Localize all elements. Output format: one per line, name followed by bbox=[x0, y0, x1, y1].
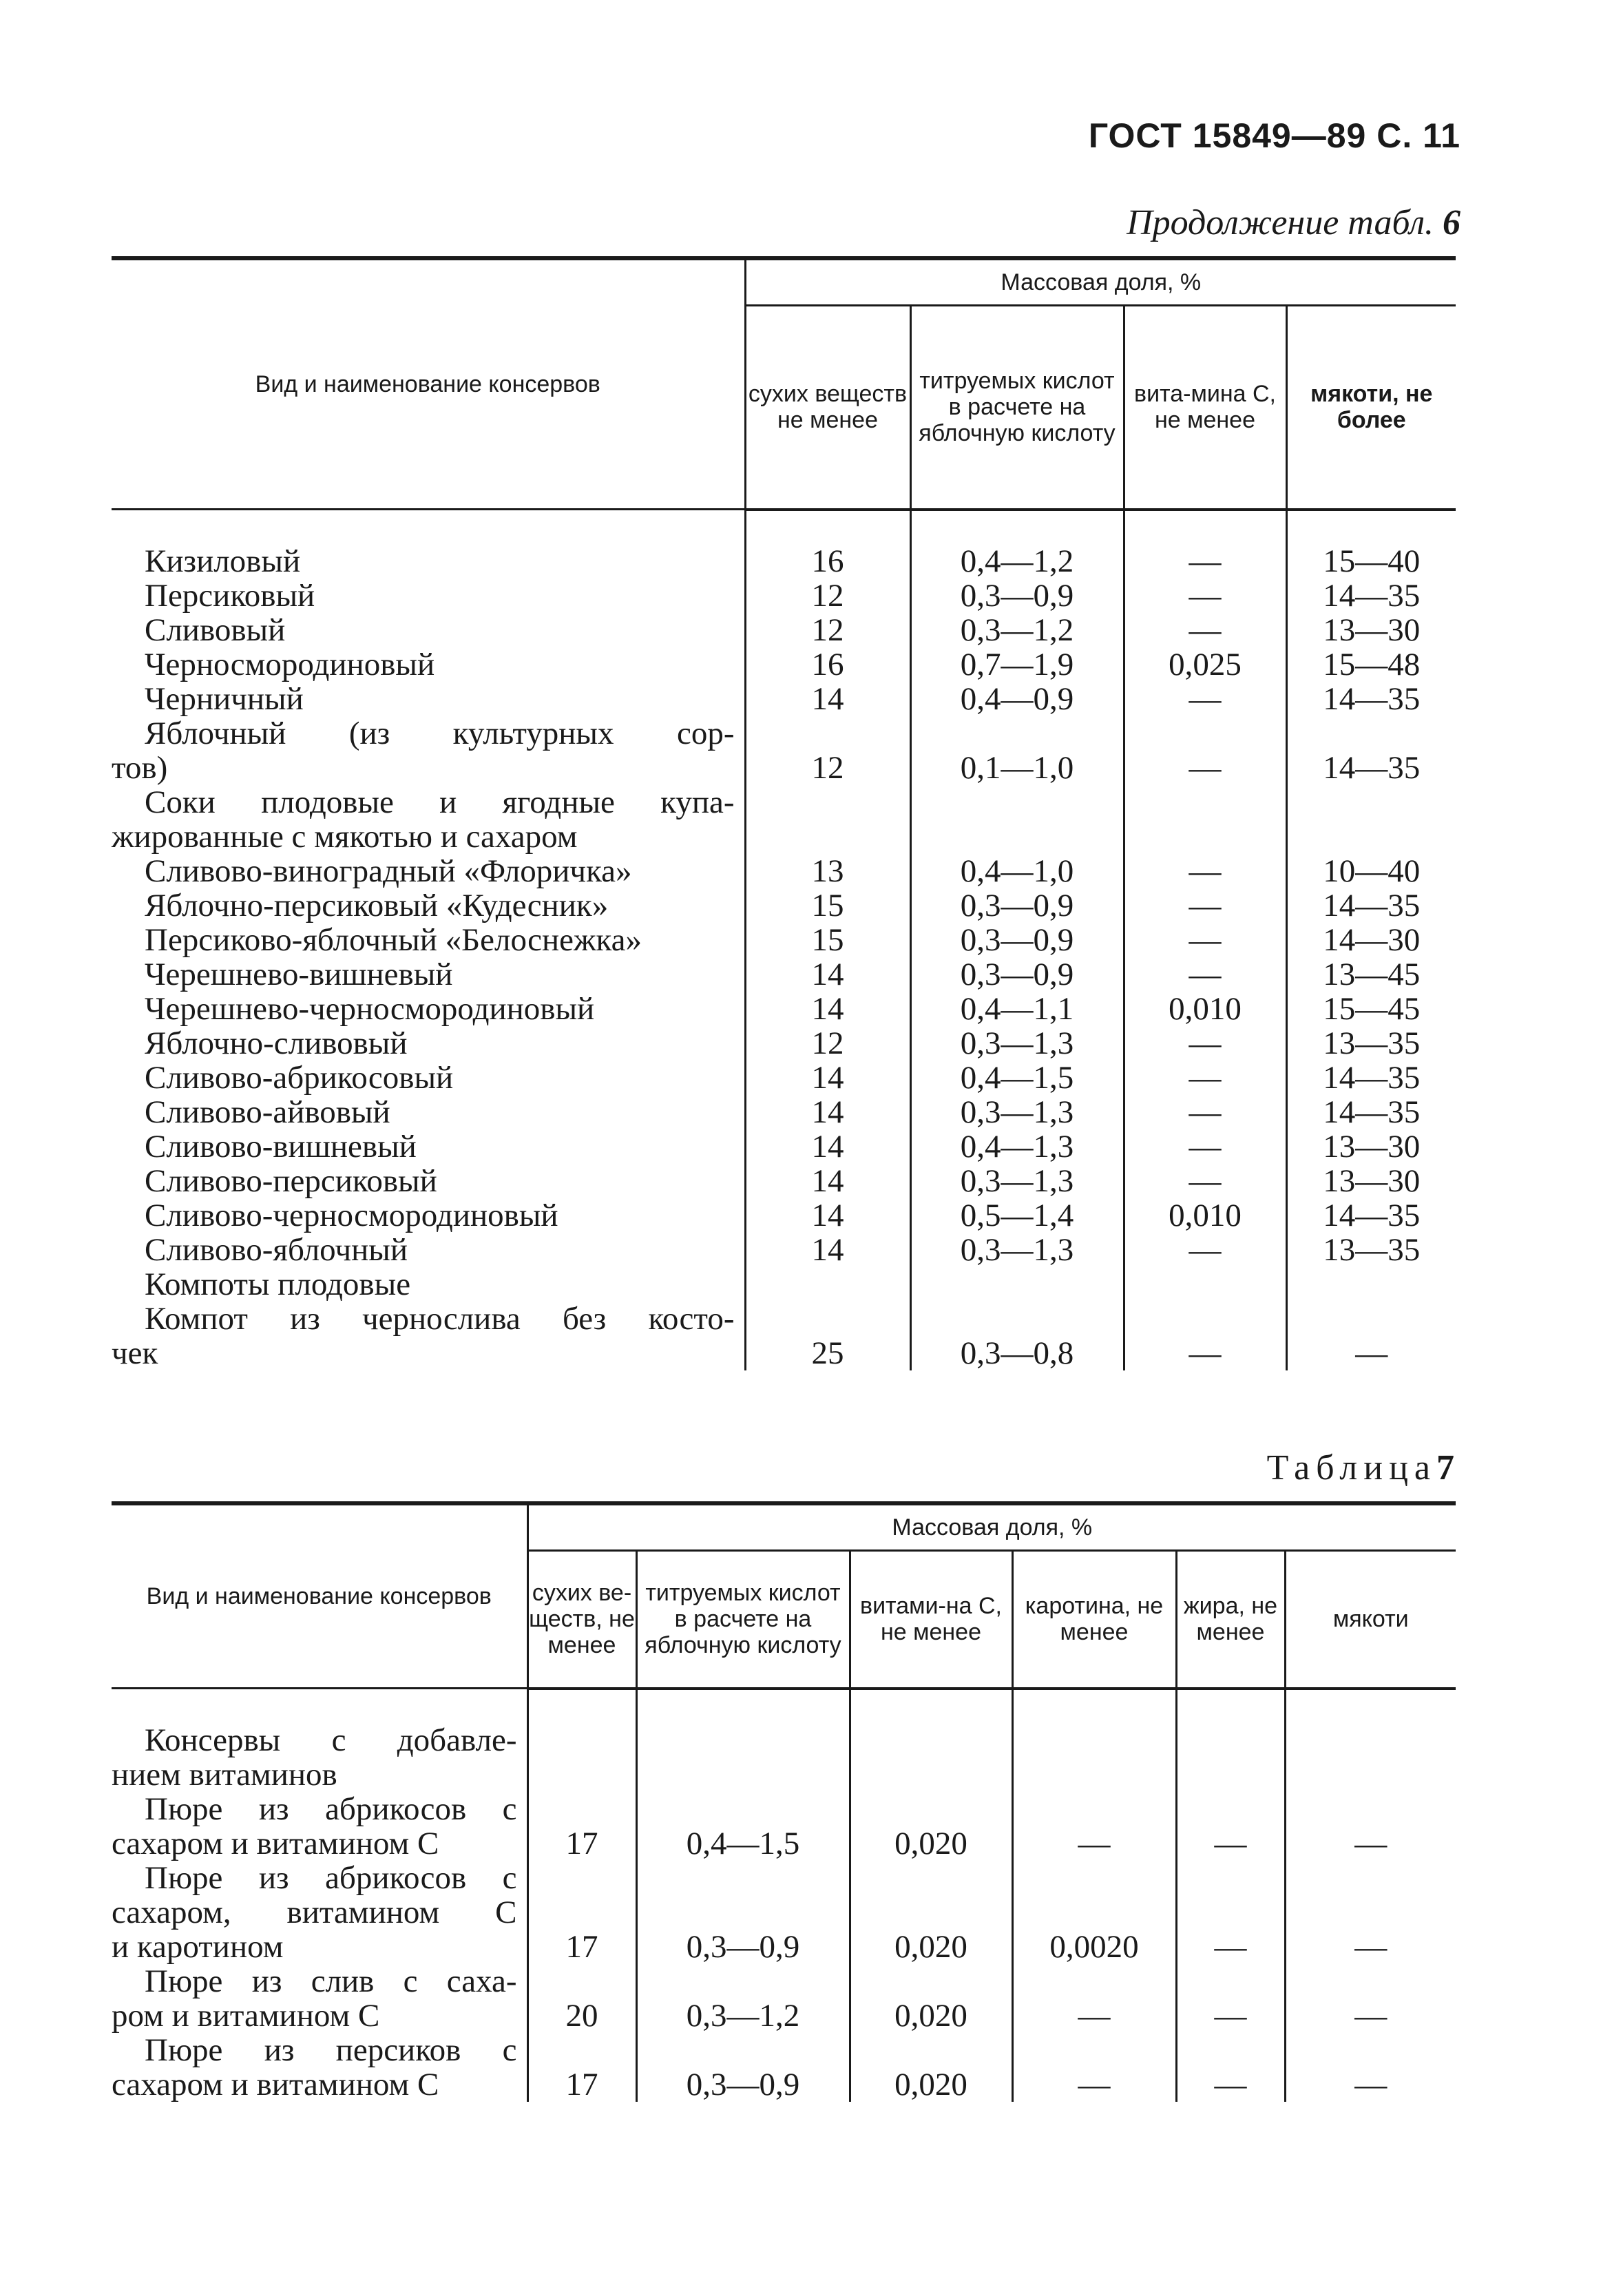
t6-header-col-4: мякоти, не более bbox=[1286, 306, 1456, 510]
cell-col-1: 25 bbox=[745, 1302, 910, 1370]
row-name bbox=[112, 888, 745, 923]
cell-col-2: 0,3—1,2 bbox=[636, 1964, 850, 2033]
cell-col-4: 14—35 bbox=[1286, 682, 1456, 716]
row-name bbox=[112, 1964, 527, 2033]
row-name-text: Сливово-айвовый bbox=[145, 1094, 390, 1130]
cell-col-2: 0,3—0,9 bbox=[910, 888, 1124, 923]
cell-col-2: 0,3—1,3 bbox=[910, 1026, 1124, 1061]
t7-header-group: Массовая доля, % bbox=[527, 1503, 1456, 1551]
cell-col-5: — bbox=[1176, 1964, 1285, 2033]
table7-caption-text: Таблица bbox=[1266, 1448, 1436, 1488]
table-row bbox=[112, 854, 1456, 888]
row-name bbox=[112, 1198, 745, 1233]
cell-col-2 bbox=[636, 1723, 850, 1792]
cell-col-2: 0,3—0,8 bbox=[910, 1302, 1124, 1370]
table7-caption-number: 7 bbox=[1436, 1448, 1460, 1488]
cell-col-3: — bbox=[1124, 716, 1286, 785]
table-row bbox=[112, 544, 1456, 578]
row-name-text: Черешнево-черносмородиновый bbox=[145, 990, 595, 1027]
cell-col-1: 14 bbox=[745, 1095, 910, 1129]
cell-col-2: 0,3—0,9 bbox=[636, 2033, 850, 2102]
row-name-wrap bbox=[112, 1198, 744, 1233]
table-row bbox=[112, 1026, 1456, 1061]
cell-col-2: 0,4—1,3 bbox=[910, 1129, 1124, 1164]
cell-col-3: — bbox=[1124, 1233, 1286, 1267]
t7-header-col-2: титруемых кислот в расчете на яблочную кислоту bbox=[636, 1551, 850, 1689]
row-name bbox=[112, 613, 745, 647]
cell-col-1 bbox=[745, 785, 910, 854]
cell-col-3: — bbox=[1124, 1026, 1286, 1061]
cell-col-2: 0,3—0,9 bbox=[910, 578, 1124, 613]
row-name bbox=[112, 1792, 527, 1861]
cell-col-2: 0,1—1,0 bbox=[910, 716, 1124, 785]
row-name bbox=[112, 2033, 527, 2102]
table-row bbox=[112, 1233, 1456, 1267]
table-row bbox=[112, 957, 1456, 992]
cell-col-4: 14—35 bbox=[1286, 716, 1456, 785]
cell-col-5 bbox=[1176, 1723, 1285, 1792]
cell-col-3: — bbox=[1124, 613, 1286, 647]
row-name-text: Консервы с добавле- bbox=[145, 1722, 517, 1758]
row-name-text: Сливово-яблочный bbox=[145, 1231, 408, 1268]
row-name-wrap bbox=[112, 544, 744, 578]
row-name-text: Пюре из персиков с bbox=[145, 2032, 517, 2068]
cell-col-1: 16 bbox=[745, 544, 910, 578]
row-name-text: Кизиловый bbox=[145, 543, 301, 579]
cell-col-2: 0,3—0,9 bbox=[636, 1861, 850, 1964]
t6-header-col-2: титруемых кислот в расчете на яблочную кислоту bbox=[910, 306, 1124, 510]
cell-col-4 bbox=[1286, 1267, 1456, 1302]
table-row bbox=[112, 1095, 1456, 1129]
cell-col-3: — bbox=[1124, 1129, 1286, 1164]
cell-col-4: 15—45 bbox=[1286, 992, 1456, 1026]
spacer-cell bbox=[745, 510, 910, 544]
cell-col-3 bbox=[1124, 785, 1286, 854]
cell-col-3: — bbox=[1124, 1061, 1286, 1095]
cell-col-4: 13—30 bbox=[1286, 1129, 1456, 1164]
cell-col-6: — bbox=[1285, 1861, 1456, 1964]
table-row bbox=[112, 682, 1456, 716]
cell-col-2: 0,4—1,5 bbox=[910, 1061, 1124, 1095]
row-name-continuation: сахаром, витамином С bbox=[112, 1894, 517, 1930]
table6-caption bbox=[1127, 202, 1460, 243]
cell-col-1 bbox=[527, 1723, 636, 1792]
cell-col-2: 0,3—1,2 bbox=[910, 613, 1124, 647]
cell-col-2: 0,4—0,9 bbox=[910, 682, 1124, 716]
cell-col-4: 13—35 bbox=[1286, 1233, 1456, 1267]
row-name-wrap bbox=[112, 1061, 744, 1095]
spacer-cell bbox=[1012, 1689, 1176, 1723]
row-name bbox=[112, 1861, 527, 1964]
row-name bbox=[112, 578, 745, 613]
row-name-wrap bbox=[112, 2033, 527, 2102]
cell-col-3: 0,020 bbox=[850, 1964, 1012, 2033]
cell-col-1 bbox=[745, 1267, 910, 1302]
cell-col-2: 0,3—1,3 bbox=[910, 1164, 1124, 1198]
row-name bbox=[112, 957, 745, 992]
spacer-cell bbox=[527, 1689, 636, 1723]
cell-col-1: 14 bbox=[745, 682, 910, 716]
cell-col-2: 0,4—1,1 bbox=[910, 992, 1124, 1026]
row-name bbox=[112, 1129, 745, 1164]
row-name-wrap bbox=[112, 1129, 744, 1164]
row-name-wrap bbox=[112, 1267, 744, 1302]
row-name bbox=[112, 1233, 745, 1267]
cell-col-2 bbox=[910, 1267, 1124, 1302]
spacer-cell bbox=[1176, 1689, 1285, 1723]
cell-col-1: 14 bbox=[745, 992, 910, 1026]
cell-col-2: 0,7—1,9 bbox=[910, 647, 1124, 682]
cell-col-2: 0,3—0,9 bbox=[910, 957, 1124, 992]
table-row bbox=[112, 1861, 1456, 1964]
table6-caption-number: 6 bbox=[1443, 203, 1460, 242]
row-name bbox=[112, 1723, 527, 1792]
row-name-wrap bbox=[112, 957, 744, 992]
row-name bbox=[112, 992, 745, 1026]
t7-header-col-1: сухих ве-ществ, не менее bbox=[527, 1551, 636, 1689]
row-name-wrap bbox=[112, 1723, 527, 1792]
cell-col-5: — bbox=[1176, 1861, 1285, 1964]
table-row bbox=[112, 1964, 1456, 2033]
row-name-text: Яблочно-сливовый bbox=[145, 1025, 408, 1061]
row-name-text: Персиково-яблочный «Белоснежка» bbox=[145, 921, 642, 958]
row-name-continuation: нием витаминов bbox=[112, 1756, 337, 1793]
row-name-wrap bbox=[112, 1861, 527, 1964]
table-row bbox=[112, 1792, 1456, 1861]
table-row bbox=[112, 888, 1456, 923]
cell-col-1: 14 bbox=[745, 1198, 910, 1233]
spacer-cell bbox=[636, 1689, 850, 1723]
cell-col-3: — bbox=[1124, 957, 1286, 992]
cell-col-4: 10—40 bbox=[1286, 854, 1456, 888]
t7-header-name: Вид и наименование консервов bbox=[112, 1503, 527, 1689]
cell-col-6: — bbox=[1285, 1964, 1456, 2033]
cell-col-5: — bbox=[1176, 2033, 1285, 2102]
row-name-text: Компот из чернослива без косто- bbox=[145, 1300, 735, 1337]
cell-col-4: 13—30 bbox=[1286, 613, 1456, 647]
cell-col-4: 15—40 bbox=[1286, 544, 1456, 578]
cell-col-1: 14 bbox=[745, 957, 910, 992]
cell-col-6 bbox=[1285, 1723, 1456, 1792]
cell-col-3: 0,010 bbox=[1124, 992, 1286, 1026]
spacer-row bbox=[112, 510, 1456, 544]
cell-col-4: — bbox=[1286, 1302, 1456, 1370]
row-name bbox=[112, 716, 745, 785]
table-row bbox=[112, 1723, 1456, 1792]
row-name-wrap bbox=[112, 682, 744, 716]
cell-col-6: — bbox=[1285, 2033, 1456, 2102]
row-name-wrap bbox=[112, 578, 744, 613]
spacer-cell bbox=[112, 510, 745, 544]
spacer-cell bbox=[910, 510, 1124, 544]
row-name-text: Сливово-виноградный «Флоричка» bbox=[145, 853, 632, 889]
row-name-wrap bbox=[112, 613, 744, 647]
cell-col-4 bbox=[1286, 785, 1456, 854]
cell-col-4: — bbox=[1012, 1964, 1176, 2033]
cell-col-1: 17 bbox=[527, 2033, 636, 2102]
cell-col-1: 16 bbox=[745, 647, 910, 682]
row-name-continuation: чек bbox=[112, 1335, 158, 1371]
row-name-wrap bbox=[112, 716, 744, 785]
row-name-wrap bbox=[112, 1233, 744, 1267]
cell-col-1: 12 bbox=[745, 578, 910, 613]
cell-col-2: 0,3—0,9 bbox=[910, 923, 1124, 957]
row-name bbox=[112, 1061, 745, 1095]
row-name-text: Яблочный (из культурных сор- bbox=[145, 715, 735, 751]
cell-col-1: 14 bbox=[745, 1164, 910, 1198]
t6-header-col-1: сухих веществ не менее bbox=[745, 306, 910, 510]
cell-col-6: — bbox=[1285, 1792, 1456, 1861]
table-row bbox=[112, 2033, 1456, 2102]
row-name-wrap bbox=[112, 1964, 527, 2033]
row-name-text: Сливово-персиковый bbox=[145, 1162, 437, 1199]
row-name-text: Сливово-абрикосовый bbox=[145, 1059, 454, 1096]
row-name-text: Пюре из абрикосов с bbox=[145, 1859, 517, 1896]
table-row bbox=[112, 716, 1456, 785]
table7-body bbox=[112, 1689, 1456, 2102]
row-name-text: Пюре из абрикосов с bbox=[145, 1791, 517, 1827]
row-name-continuation: сахаром и витамином С bbox=[112, 2066, 439, 2102]
table-row bbox=[112, 1164, 1456, 1198]
table-row bbox=[112, 1061, 1456, 1095]
cell-col-3 bbox=[1124, 1267, 1286, 1302]
table6-caption-text: Продолжение табл. bbox=[1127, 203, 1434, 242]
row-name-wrap bbox=[112, 1164, 744, 1198]
row-name-text: Черносмородиновый bbox=[145, 646, 435, 682]
table-row bbox=[112, 992, 1456, 1026]
t7-header-col-5: жира, не менее bbox=[1176, 1551, 1285, 1689]
cell-col-4: 13—45 bbox=[1286, 957, 1456, 992]
row-name-wrap bbox=[112, 1026, 744, 1061]
row-name bbox=[112, 1026, 745, 1061]
cell-col-3: — bbox=[1124, 1302, 1286, 1370]
row-name-wrap bbox=[112, 1095, 744, 1129]
row-name-wrap bbox=[112, 1792, 527, 1861]
cell-col-1: 14 bbox=[745, 1129, 910, 1164]
cell-col-2: 0,4—1,5 bbox=[636, 1792, 850, 1861]
table-6 bbox=[112, 256, 1456, 1370]
cell-col-3: — bbox=[1124, 578, 1286, 613]
table-row bbox=[112, 923, 1456, 957]
cell-col-2: 0,3—1,3 bbox=[910, 1095, 1124, 1129]
t7-header-col-6: мякоти bbox=[1285, 1551, 1456, 1689]
table-7 bbox=[112, 1501, 1456, 2102]
row-name-text: Персиковый bbox=[145, 577, 315, 614]
cell-col-4: — bbox=[1012, 2033, 1176, 2102]
cell-col-3: — bbox=[1124, 888, 1286, 923]
table-row bbox=[112, 1198, 1456, 1233]
row-name-wrap bbox=[112, 647, 744, 682]
table-row bbox=[112, 578, 1456, 613]
row-name bbox=[112, 1302, 745, 1370]
row-name-continuation: и каротином bbox=[112, 1928, 284, 1965]
row-name-text: Сливово-черносмородиновый bbox=[145, 1197, 558, 1233]
row-name-text: Яблочно-персиковый «Кудесник» bbox=[145, 887, 609, 923]
row-name-text: Сливовый bbox=[145, 612, 286, 648]
cell-col-1: 13 bbox=[745, 854, 910, 888]
row-name-wrap bbox=[112, 888, 744, 923]
row-name-wrap bbox=[112, 923, 744, 957]
cell-col-4: 15—48 bbox=[1286, 647, 1456, 682]
cell-col-4: 14—30 bbox=[1286, 923, 1456, 957]
spacer-cell bbox=[1124, 510, 1286, 544]
table-row bbox=[112, 613, 1456, 647]
row-name-continuation: ром и витамином С bbox=[112, 1997, 380, 2034]
row-name-text: Соки плодовые и ягодные купа- bbox=[145, 784, 735, 820]
row-name-text: Компоты плодовые bbox=[145, 1266, 411, 1302]
row-name-continuation: сахаром и витамином С bbox=[112, 1825, 439, 1861]
table-row bbox=[112, 1129, 1456, 1164]
row-name bbox=[112, 1267, 745, 1302]
cell-col-3: — bbox=[1124, 682, 1286, 716]
cell-col-3: — bbox=[1124, 923, 1286, 957]
cell-col-4: 14—35 bbox=[1286, 1095, 1456, 1129]
cell-col-3: — bbox=[1124, 1095, 1286, 1129]
cell-col-4: 14—35 bbox=[1286, 888, 1456, 923]
row-name bbox=[112, 682, 745, 716]
spacer-cell bbox=[1286, 510, 1456, 544]
row-name-text: Пюре из слив с саха- bbox=[145, 1963, 517, 1999]
cell-col-5: — bbox=[1176, 1792, 1285, 1861]
row-name-wrap bbox=[112, 785, 744, 854]
table6-body bbox=[112, 510, 1456, 1370]
cell-col-2: 0,5—1,4 bbox=[910, 1198, 1124, 1233]
cell-col-1: 17 bbox=[527, 1792, 636, 1861]
cell-col-4: 14—35 bbox=[1286, 1198, 1456, 1233]
t6-header-col-3: вита-мина С, не менее bbox=[1124, 306, 1286, 510]
row-name-continuation: тов) bbox=[112, 749, 168, 786]
row-name bbox=[112, 785, 745, 854]
cell-col-2: 0,3—1,3 bbox=[910, 1233, 1124, 1267]
t7-header-col-3: витами-на С, не менее bbox=[850, 1551, 1012, 1689]
spacer-cell bbox=[112, 1689, 527, 1723]
cell-col-1: 15 bbox=[745, 923, 910, 957]
cell-col-2: 0,4—1,2 bbox=[910, 544, 1124, 578]
cell-col-4: 13—35 bbox=[1286, 1026, 1456, 1061]
row-name bbox=[112, 1095, 745, 1129]
page-header: ГОСТ 15849—89 С. 11 bbox=[1088, 116, 1460, 155]
table-row bbox=[112, 1267, 1456, 1302]
cell-col-1: 12 bbox=[745, 716, 910, 785]
cell-col-1: 17 bbox=[527, 1861, 636, 1964]
cell-col-1: 15 bbox=[745, 888, 910, 923]
table7-caption bbox=[1267, 1448, 1460, 1488]
table-row bbox=[112, 1302, 1456, 1370]
table-row bbox=[112, 647, 1456, 682]
row-name bbox=[112, 647, 745, 682]
cell-col-4: — bbox=[1012, 1792, 1176, 1861]
row-name-text: Черничный bbox=[145, 680, 304, 717]
row-name-continuation: жированные с мякотью и сахаром bbox=[112, 818, 578, 855]
cell-col-3: 0,020 bbox=[850, 2033, 1012, 2102]
t6-header-name: Вид и наименование консервов bbox=[112, 258, 745, 510]
cell-col-1: 12 bbox=[745, 1026, 910, 1061]
cell-col-1: 14 bbox=[745, 1061, 910, 1095]
row-name bbox=[112, 923, 745, 957]
row-name bbox=[112, 1164, 745, 1198]
cell-col-4: 14—35 bbox=[1286, 578, 1456, 613]
row-name-text: Черешнево-вишневый bbox=[145, 956, 453, 992]
cell-col-3: 0,025 bbox=[1124, 647, 1286, 682]
row-name bbox=[112, 854, 745, 888]
spacer-cell bbox=[1285, 1689, 1456, 1723]
t7-header-col-4: каротина, не менее bbox=[1012, 1551, 1176, 1689]
row-name-wrap bbox=[112, 1302, 744, 1370]
cell-col-2: 0,4—1,0 bbox=[910, 854, 1124, 888]
cell-col-4: 0,0020 bbox=[1012, 1861, 1176, 1964]
row-name-wrap bbox=[112, 854, 744, 888]
cell-col-3: — bbox=[1124, 544, 1286, 578]
cell-col-1: 20 bbox=[527, 1964, 636, 2033]
cell-col-3 bbox=[850, 1723, 1012, 1792]
cell-col-1: 14 bbox=[745, 1233, 910, 1267]
cell-col-3: 0,020 bbox=[850, 1792, 1012, 1861]
cell-col-3: — bbox=[1124, 1164, 1286, 1198]
row-name-text: Сливово-вишневый bbox=[145, 1128, 417, 1165]
spacer-row bbox=[112, 1689, 1456, 1723]
row-name-wrap bbox=[112, 992, 744, 1026]
row-name bbox=[112, 544, 745, 578]
cell-col-4 bbox=[1012, 1723, 1176, 1792]
t6-header-group: Массовая доля, % bbox=[745, 258, 1456, 306]
cell-col-3: 0,020 bbox=[850, 1861, 1012, 1964]
table-row bbox=[112, 785, 1456, 854]
cell-col-4: 13—30 bbox=[1286, 1164, 1456, 1198]
cell-col-4: 14—35 bbox=[1286, 1061, 1456, 1095]
cell-col-2 bbox=[910, 785, 1124, 854]
cell-col-3: — bbox=[1124, 854, 1286, 888]
cell-col-3: 0,010 bbox=[1124, 1198, 1286, 1233]
spacer-cell bbox=[850, 1689, 1012, 1723]
cell-col-1: 12 bbox=[745, 613, 910, 647]
